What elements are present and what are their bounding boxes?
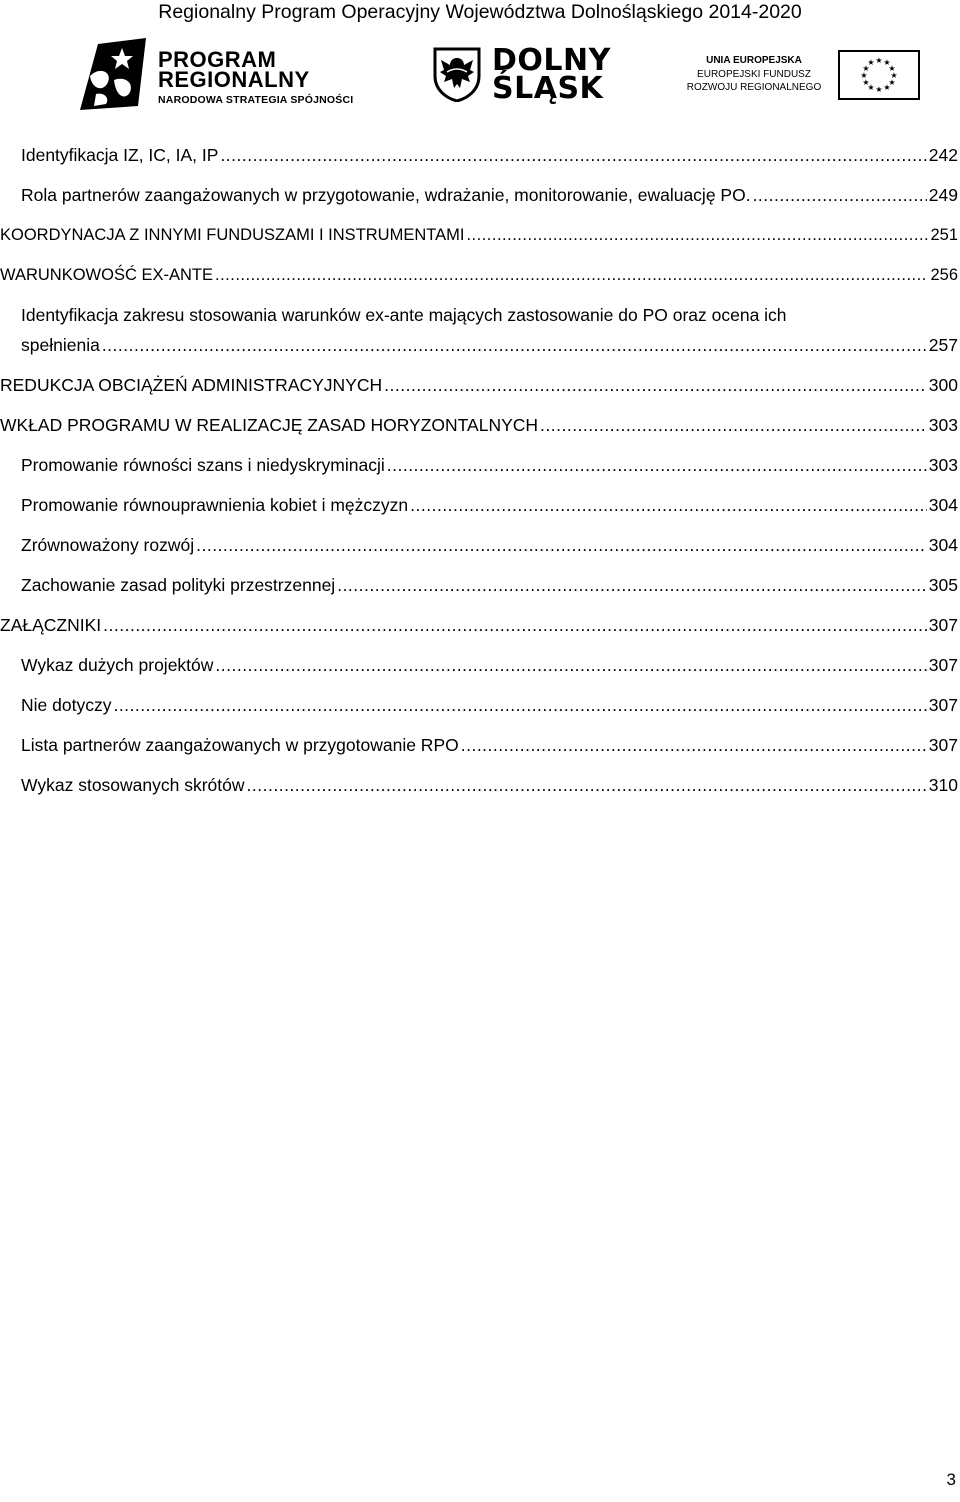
svg-text:★: ★	[883, 83, 891, 92]
svg-text:★: ★	[875, 56, 883, 65]
toc-leader-dots	[215, 260, 928, 290]
logo-text-program: PROGRAM	[158, 47, 277, 72]
toc-leader-dots	[387, 450, 927, 480]
toc-entry-page: 303	[928, 415, 958, 435]
toc-entry[interactable]	[0, 690, 958, 720]
toc-entry-page: 256	[930, 266, 958, 284]
toc-leader-dots	[247, 770, 927, 800]
toc-entry[interactable]	[0, 220, 958, 250]
svg-text:★: ★	[883, 58, 891, 67]
logo-text-regionalny: REGIONALNY	[158, 67, 310, 92]
toc-leader-dots	[461, 730, 927, 760]
eu-flag-icon	[838, 50, 920, 100]
page-header-title: Regionalny Program Operacyjny Województwa Dolnośląskiego 2014-2020	[158, 1, 802, 23]
toc-entry[interactable]	[0, 180, 958, 210]
toc-entry-label: spełnienia	[21, 330, 102, 360]
toc-entry[interactable]	[0, 530, 958, 560]
page-number: 3	[946, 1470, 956, 1489]
logo-bar	[0, 36, 960, 112]
svg-text:★: ★	[890, 71, 898, 80]
toc-entry-page: 300	[928, 375, 958, 395]
toc-entry-page: 307	[928, 655, 958, 675]
toc-entry-page: 249	[928, 185, 958, 205]
unia-europejska-text	[678, 54, 830, 94]
toc-entry[interactable]	[0, 730, 958, 760]
program-regionalny-wordmark	[158, 47, 354, 107]
logo-text-dolny: DOLNY	[492, 43, 611, 78]
toc-entry-page: 307	[928, 695, 958, 715]
logo-text-slask: ŚLĄSK	[492, 71, 604, 106]
toc-entry-label: ZAŁĄCZNIKI	[0, 610, 103, 640]
toc-entry-label: WKŁAD PROGRAMU W REALIZACJĘ ZASAD HORYZONTALNYCH	[0, 410, 540, 440]
toc-entry-label: Lista partnerów zaangażowanych w przygotowanie RPO	[21, 730, 461, 760]
svg-text:★: ★	[875, 85, 883, 94]
toc-entry[interactable]	[0, 650, 958, 680]
toc-entry[interactable]	[0, 260, 958, 290]
toc-entry-label: Wykaz stosowanych skrótów	[21, 770, 247, 800]
toc-entry-page: 307	[928, 735, 958, 755]
program-regionalny-emblem-icon	[76, 36, 152, 112]
toc-leader-dots	[113, 690, 926, 720]
unia-europejska-logo	[678, 50, 924, 100]
toc-entry-label: WARUNKOWOŚĆ EX-ANTE	[0, 260, 215, 290]
toc-entry-label-line1: Identyfikacja zakresu stosowania warunków ex-ante mających zastosowanie do PO oraz ocena ich	[21, 305, 787, 325]
toc-entry-page: 305	[928, 575, 958, 595]
toc-leader-dots	[753, 180, 927, 210]
eagle-crest-icon	[432, 46, 482, 102]
svg-text:★: ★	[862, 78, 870, 87]
program-regionalny-logo	[76, 36, 366, 112]
toc-entry[interactable]	[0, 410, 958, 440]
toc-leader-dots	[215, 650, 926, 680]
toc-entry-label: Identyfikacja IZ, IC, IA, IP	[21, 140, 220, 170]
toc-entry-label: KOORDYNACJA Z INNYMI FUNDUSZAMI I INSTRUMENTAMI	[0, 220, 466, 250]
toc-leader-dots	[220, 140, 926, 170]
toc-entry-page: 242	[928, 145, 958, 165]
svg-text:★: ★	[867, 58, 875, 67]
toc-entry-page: 257	[928, 335, 958, 355]
toc-entry[interactable]	[0, 610, 958, 640]
toc-entry-label: Rola partnerów zaangażowanych w przygotowanie, wdrażanie, monitorowanie, ewaluację PO.	[21, 180, 753, 210]
toc-entry[interactable]	[0, 570, 958, 600]
toc-entry-label: Zachowanie zasad polityki przestrzennej	[21, 570, 337, 600]
toc-entry[interactable]	[0, 370, 958, 400]
logo-text-strategia: NARODOWA STRATEGIA SPÓJNOŚCI	[158, 94, 354, 106]
dolny-slask-logo	[432, 43, 612, 106]
dolny-slask-wordmark	[492, 43, 611, 106]
toc-leader-dots	[103, 610, 927, 640]
toc-leader-dots	[384, 370, 927, 400]
svg-text:★: ★	[862, 64, 870, 73]
toc-leader-dots	[410, 490, 927, 520]
toc-entry[interactable]	[0, 450, 958, 480]
toc-entry-page: 251	[930, 226, 958, 244]
svg-text:★: ★	[888, 78, 896, 87]
toc-entry-page: 303	[928, 455, 958, 475]
svg-text:★: ★	[867, 83, 875, 92]
svg-text:★: ★	[888, 64, 896, 73]
toc-entry-page: 304	[928, 535, 958, 555]
toc-entry-page: 304	[928, 495, 958, 515]
toc-leader-dots	[102, 330, 927, 360]
toc-entry-label: Promowanie równouprawnienia kobiet i mężczyzn	[21, 490, 410, 520]
toc-leader-dots	[337, 570, 927, 600]
toc-entry-label: Promowanie równości szans i niedyskryminacji	[21, 450, 387, 480]
toc-entry-label: REDUKCJA OBCIĄŻEŃ ADMINISTRACYJNYCH	[0, 370, 384, 400]
toc-entry-page: 307	[928, 615, 958, 635]
toc-entry[interactable]	[0, 490, 958, 520]
toc-leader-dots	[466, 220, 928, 250]
toc-entry-label: Nie dotyczy	[21, 690, 113, 720]
toc-entry[interactable]	[0, 770, 958, 800]
toc-entry[interactable]	[0, 300, 958, 360]
logo-text-rozwoju-regionalnego: ROZWOJU REGIONALNEGO	[686, 82, 822, 93]
logo-text-unia-europejska: UNIA EUROPEJSKA	[706, 55, 802, 66]
logo-text-europejski-fundusz: EUROPEJSKI FUNDUSZ	[697, 69, 811, 80]
toc-entry-label: Zrównoważony rozwój	[21, 530, 196, 560]
toc-leader-dots	[540, 410, 927, 440]
toc-entry-page: 310	[928, 775, 958, 795]
svg-text:★: ★	[860, 71, 868, 80]
toc-leader-dots	[196, 530, 927, 560]
toc-entry-label: Wykaz dużych projektów	[21, 650, 215, 680]
toc-entry[interactable]	[0, 140, 958, 170]
